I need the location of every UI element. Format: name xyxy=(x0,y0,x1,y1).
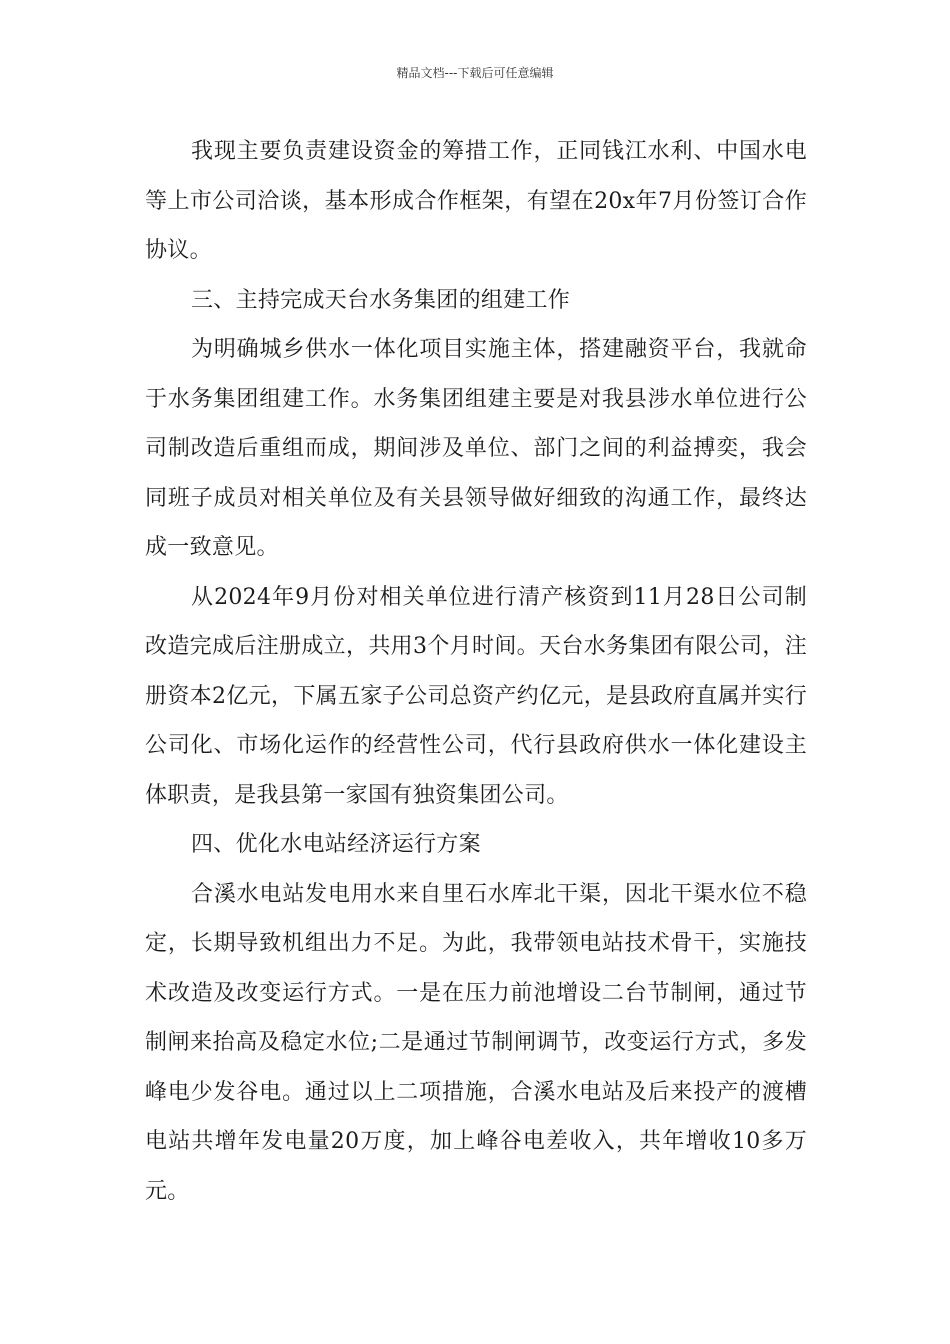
page-header: 精品文档---下载后可任意编辑 xyxy=(396,66,554,80)
paragraph-hydropower: 合溪水电站发电用水来自里石水库北干渠，因北干渠水位不稳定，长期导致机组出力不足。为此，我带领电站技术骨干，实施技术改造及改变运行方式。一是在压力前池增设二台节制闸，通过节制闸来抬高及稳定水位;二是通过节制闸调节，改变运行方式，多发峰电少发谷电。通过以上二项措施，合溪水电站及后来投产的渡槽电站共增年发电量20万度，加上峰谷电差收入，共年增收10多万元。 xyxy=(145,881,807,1204)
paragraph-funding: 我现主要负责建设资金的筹措工作，正同钱江水利、中国水电等上市公司洽谈，基本形成合作框架，有望在20x年7月份签订合作协议。 xyxy=(145,139,807,263)
paragraph-water-group: 为明确城乡供水一体化项目实施主体，搭建融资平台，我就命于水务集团组建工作。水务集团组建主要是对我县涉水单位进行公司制改造后重组而成，期间涉及单位、部门之间的利益搏奕，我会同班子成员对相关单位及有关县领导做好细致的沟通工作，最终达成一致意见。 xyxy=(145,337,807,560)
paragraph-registration: 从2024年9月份对相关单位进行清产核资到11月28日公司制改造完成后注册成立，共用3个月时间。天台水务集团有限公司，注册资本2亿元，下属五家子公司总资产约亿元，是县政府直属并实行公司化、市场化运作的经营性公司，代行县政府供水一体化建设主体职责，是我县第一家国有独资集团公司。 xyxy=(145,584,807,808)
document-body xyxy=(145,127,807,1216)
section-heading-4: 四、优化水电站经济运行方案 xyxy=(191,832,481,857)
section-heading-3: 三、主持完成天台水务集团的组建工作 xyxy=(191,287,571,313)
